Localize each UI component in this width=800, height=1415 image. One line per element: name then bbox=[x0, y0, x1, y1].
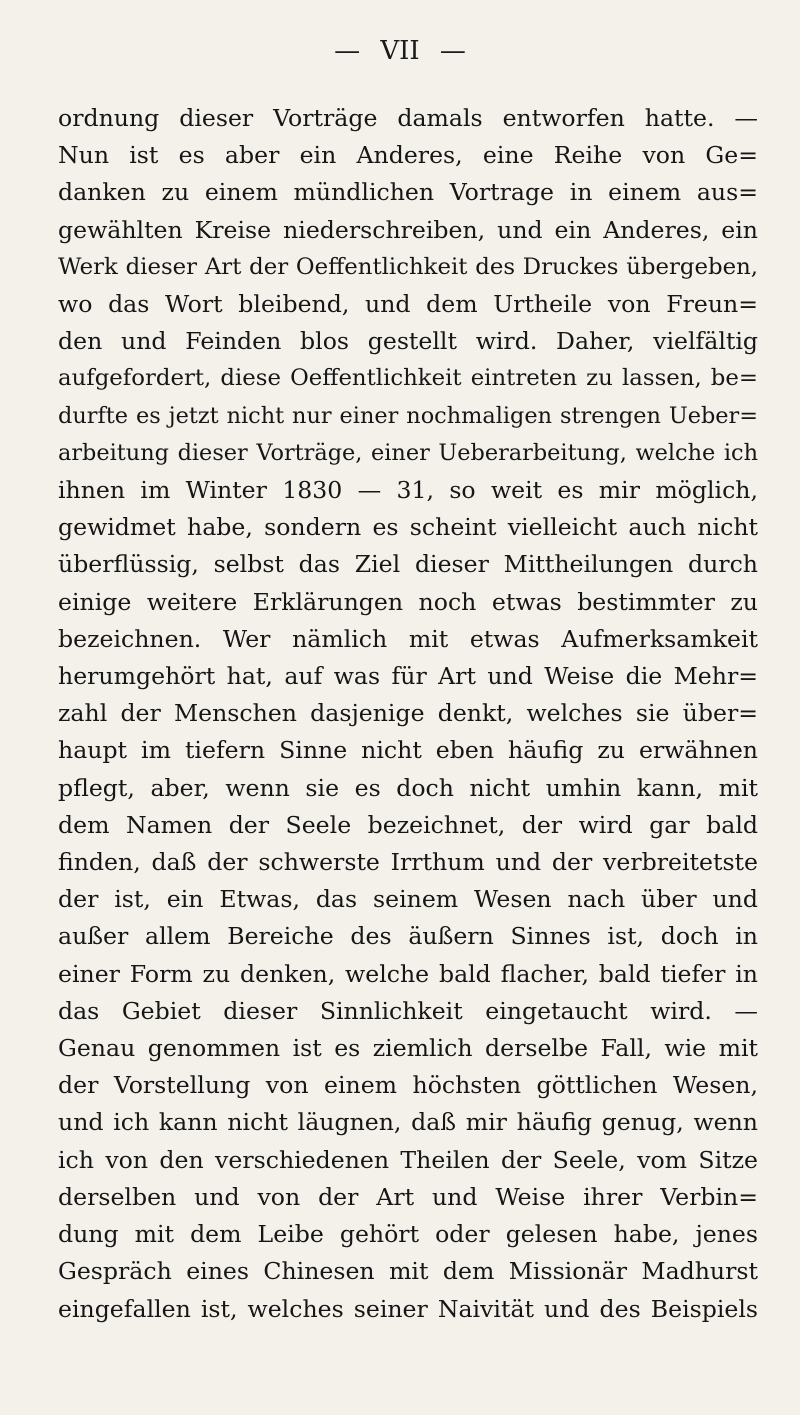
text-line: Werk dieser Art der Oeffentlichkeit des Druckes übergeben, bbox=[58, 253, 758, 280]
page-header bbox=[0, 36, 800, 66]
text-line: Gespräch eines Chinesen mit dem Missionär Madhurst bbox=[58, 1257, 758, 1286]
text-line: arbeitung dieser Vorträge, einer Ueberarbeitung, welche ich bbox=[58, 439, 758, 466]
text-line: das Gebiet dieser Sinnlichkeit eingetaucht wird. — bbox=[58, 996, 758, 1025]
text-line: gewidmet habe, sondern es scheint vielleicht auch nicht bbox=[58, 513, 758, 542]
text-line: zahl der Menschen dasjenige denkt, welches sie über= bbox=[58, 699, 758, 728]
text-line: und ich kann nicht läugnen, daß mir häufig genug, wenn bbox=[58, 1108, 758, 1137]
text-line: finden, daß der schwerste Irrthum und der verbreitetste bbox=[58, 848, 758, 877]
header-dash-right: — bbox=[439, 36, 466, 66]
text-line: der Vorstellung von einem höchsten göttlichen Wesen, bbox=[58, 1071, 758, 1100]
text-line: ordnung dieser Vorträge damals entworfen hatte. — bbox=[58, 104, 758, 132]
text-line: dung mit dem Leibe gehört oder gelesen habe, jenes bbox=[58, 1220, 758, 1249]
text-line: ich von den verschiedenen Theilen der Seele, vom Sitze bbox=[58, 1145, 758, 1174]
text-line: einige weitere Erklärungen noch etwas bestimmter zu bbox=[58, 587, 758, 616]
text-line: danken zu einem mündlichen Vortrage in einem aus= bbox=[58, 178, 758, 207]
text-line: Genau genommen ist es ziemlich derselbe Fall, wie mit bbox=[58, 1034, 758, 1063]
text-line: haupt im tiefern Sinne nicht eben häufig zu erwähnen bbox=[58, 736, 758, 765]
text-line: bezeichnen. Wer nämlich mit etwas Aufmerksamkeit bbox=[58, 624, 758, 653]
text-line: einer Form zu denken, welche bald flacher, bald tiefer in bbox=[58, 959, 758, 988]
text-line: dem Namen der Seele bezeichnet, der wird gar bald bbox=[58, 810, 758, 839]
page-number: VII bbox=[380, 36, 420, 66]
text-line: durfte es jetzt nicht nur einer nochmaligen strengen Ueber= bbox=[58, 402, 758, 429]
text-line: überflüssig, selbst das Ziel dieser Mittheilungen durch bbox=[58, 550, 758, 579]
header-dash-left: — bbox=[334, 36, 361, 66]
text-line: Nun ist es aber ein Anderes, eine Reihe von Ge= bbox=[58, 141, 758, 170]
text-line: ihnen im Winter 1830 — 31, so weit es mir möglich, bbox=[58, 476, 758, 505]
text-line: gewählten Kreise niederschreiben, und ein Anderes, ein bbox=[58, 215, 758, 244]
text-line: außer allem Bereiche des äußern Sinnes ist, doch in bbox=[58, 922, 758, 951]
text-line: der ist, ein Etwas, das seinem Wesen nach über und bbox=[58, 885, 758, 914]
text-line: pflegt, aber, wenn sie es doch nicht umhin kann, mit bbox=[58, 773, 758, 802]
body-text bbox=[58, 100, 758, 1328]
text-line: den und Feinden blos gestellt wird. Daher, vielfältig bbox=[58, 327, 758, 356]
text-line: aufgefordert, diese Oeffentlichkeit eintreten zu lassen, be= bbox=[58, 365, 758, 392]
text-line: derselben und von der Art und Weise ihrer Verbin= bbox=[58, 1182, 758, 1211]
text-line: wo das Wort bleibend, und dem Urtheile von Freun= bbox=[58, 290, 758, 319]
text-line: herumgehört hat, auf was für Art und Weise die Mehr= bbox=[58, 662, 758, 691]
text-line: eingefallen ist, welches seiner Naivität und des Beispiels bbox=[58, 1294, 758, 1323]
